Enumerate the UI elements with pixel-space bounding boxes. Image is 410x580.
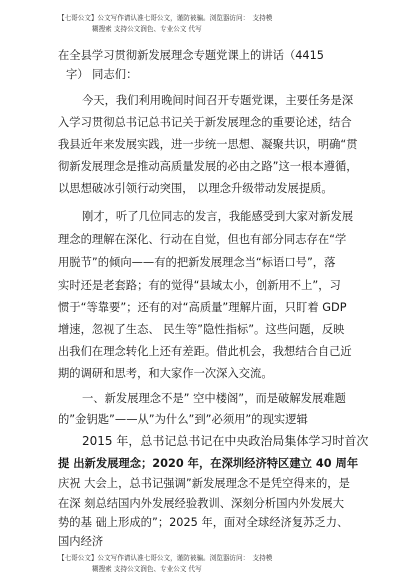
footer-notice-line1: 【七哥公文】公文写作请认准七哥公文，谨防被骗。浏览器访问： 支持模 — [58, 554, 273, 562]
body-line: 庆祝 大会上，总书记强调”新发展理念不是凭空得来的，是 — [58, 477, 350, 490]
body-line: 在深 刻总结国内外发展经验教训、深刻分析国内外发展大 — [58, 497, 345, 510]
body-line: 提 出新发展理念；2020 年，在深圳经济特区建立 40 周年 — [58, 457, 359, 470]
document-title-line1: 在全县学习贯彻新发展理念专题党课上的讲话（4415 — [58, 49, 324, 62]
body-line: 今天，我们利用晚间时间召开专题党课，主要任务是深 — [82, 94, 354, 107]
body-line: 2015 年，总书记总书记在中央政治局集体学习时首次 — [82, 434, 369, 448]
body-line: 刚才，听了几位同志的发言，我能感受到大家对新发展 — [82, 210, 354, 223]
body-line: 惯于“等靠要”；还有的对“高质量”理解片面，只盯着 GDP — [58, 301, 347, 314]
body-line: 入学习贯彻总书记总书记关于新发展理念的重要论述，结合 — [58, 116, 352, 129]
document-title-line2: 字） 同志们： — [66, 68, 138, 81]
body-line: 以思想破冰引领行动突围， 以理念升级带动发展提质。 — [58, 182, 333, 195]
body-line: 出我们在理念转化上还有差距。借此机会，我想结合自己近 — [58, 345, 352, 358]
body-line: 我县近年来发展实践，进一步统一思想、凝聚共识，明确“贯 — [58, 138, 358, 151]
header-notice — [58, 13, 368, 35]
body-line: 期的调研和思考，和大家作一次深入交流。 — [58, 367, 273, 380]
body-line: 实时还是老套路；有的觉得“县域太小，创新用不上”，习 — [58, 279, 341, 292]
body-line: 国内经济 — [58, 535, 104, 548]
section-heading-line1: 一、新发展理念不是” 空中楼阁”，而是破解发展难题 — [82, 392, 346, 405]
footer-notice — [58, 553, 368, 575]
body-line: 用脱节”的倾向——有的把新发展理念当“标语口号”，落 — [58, 256, 336, 269]
header-notice-line1: 【七哥公文】公文写作请认准七哥公文，谨防被骗。浏览器访问： 支持模 — [58, 14, 273, 22]
body-line: 彻新发展理念是推动高质量发展的必由之路”这一根本遵循， — [58, 160, 358, 173]
footer-notice-line2: 糊搜索 支持公文润色、专业公文 代写 — [92, 565, 202, 573]
header-notice-line2: 糊搜索 支持公文润色、专业公文 代写 — [92, 25, 202, 33]
body-line: 理念的理解在深化、行动在自觉，但也有部分同志存在“学 — [58, 233, 347, 246]
body-line: 增速，忽视了生态、 民生等”隐性指标”。这些问题，反映 — [58, 323, 345, 336]
section-heading-line2: 的”金钥匙”——从”为什么”到”必须用”的现实逻辑 — [58, 413, 308, 426]
body-line: 势的基 础上形成的”；2025 年，面对全球经济复苏乏力、 — [58, 516, 349, 529]
